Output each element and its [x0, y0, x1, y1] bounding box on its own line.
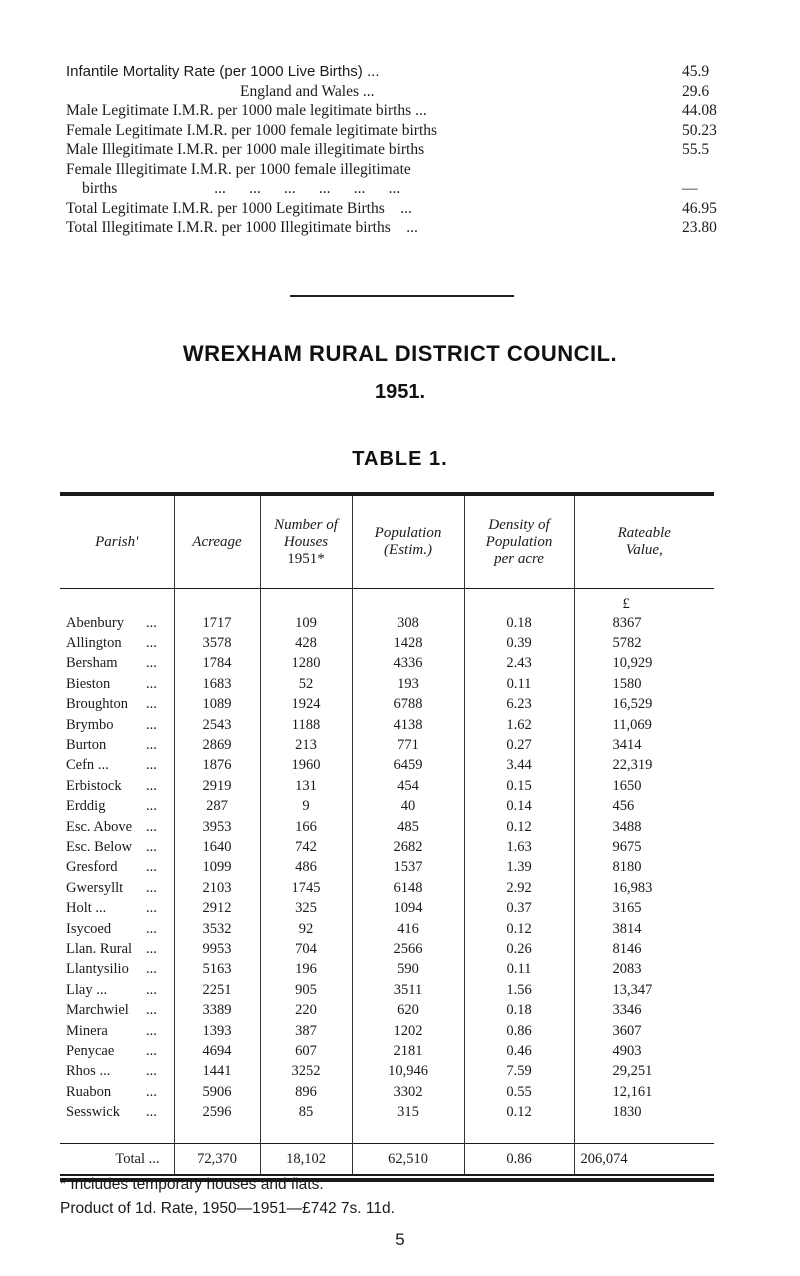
houses-cell: 166: [260, 817, 352, 837]
table-row: [60, 960, 714, 980]
density-cell: 2.43: [464, 654, 574, 674]
houses-cell: 742: [260, 837, 352, 857]
parish-cell: Erbistock ...: [66, 777, 157, 794]
houses-cell: 52: [260, 674, 352, 694]
stat-value: 29.6: [682, 82, 710, 100]
parish-cell: Bieston ...: [66, 675, 157, 692]
currency-row: [60, 593, 714, 613]
acreage-cell: 2912: [174, 898, 260, 918]
rateable-cell: 22,319: [574, 756, 714, 776]
houses-cell: 428: [260, 633, 352, 653]
parish-cell: Gwersyllt ...: [66, 879, 157, 896]
stat-value: 50.23: [682, 121, 717, 139]
table-row: [60, 980, 714, 1000]
rateable-cell: 5782: [574, 633, 714, 653]
acreage-cell: 2869: [174, 735, 260, 755]
rateable-cell: 456: [574, 797, 714, 817]
table-row: [60, 1000, 714, 1020]
acreage-cell: 1784: [174, 654, 260, 674]
total-row: [60, 1144, 714, 1175]
houses-cell: 704: [260, 939, 352, 959]
stat-row: [66, 140, 738, 160]
parish-cell: Llan. Rural ...: [66, 940, 157, 957]
density-cell: 3.44: [464, 756, 574, 776]
acreage-cell: 1089: [174, 695, 260, 715]
population-cell: 454: [352, 776, 464, 796]
header-parish: Parish': [95, 533, 139, 550]
acreage-cell: 4694: [174, 1041, 260, 1061]
population-cell: 4138: [352, 715, 464, 735]
rateable-cell: 3414: [574, 735, 714, 755]
table-row: [60, 797, 714, 817]
density-cell: 7.59: [464, 1062, 574, 1082]
infant-mortality-stats: [66, 62, 738, 238]
stat-row: [66, 121, 738, 141]
rateable-cell: 11,069: [574, 715, 714, 735]
stat-label: Female Illegitimate I.M.R. per 1000 female illegitimate: [66, 160, 411, 178]
total-rateable: 206,074: [574, 1144, 714, 1175]
density-cell: 2.92: [464, 878, 574, 898]
parish-cell: Holt ... ...: [66, 900, 157, 917]
stat-label: Female Legitimate I.M.R. per 1000 female legitimate births: [66, 121, 438, 139]
houses-cell: 131: [260, 776, 352, 796]
houses-cell: 896: [260, 1082, 352, 1102]
density-cell: 0.18: [464, 1000, 574, 1020]
houses-cell: 3252: [260, 1062, 352, 1082]
stat-label: England and Wales ...: [240, 82, 375, 100]
stat-value: 46.95: [682, 199, 717, 217]
houses-cell: 196: [260, 960, 352, 980]
density-cell: 1.56: [464, 980, 574, 1000]
stat-row: [66, 199, 738, 219]
rateable-cell: 1830: [574, 1102, 714, 1122]
houses-cell: 325: [260, 898, 352, 918]
population-cell: 3302: [352, 1082, 464, 1102]
population-cell: 6148: [352, 878, 464, 898]
houses-cell: 1745: [260, 878, 352, 898]
parish-cell: Marchwiel ...: [66, 1002, 157, 1019]
houses-cell: 1280: [260, 654, 352, 674]
acreage-cell: 2919: [174, 776, 260, 796]
acreage-cell: 1441: [174, 1062, 260, 1082]
acreage-cell: 3389: [174, 1000, 260, 1020]
parish-cell: Cefn ... ...: [66, 757, 157, 774]
rateable-cell: 1580: [574, 674, 714, 694]
parish-cell: Burton ...: [66, 737, 157, 754]
density-cell: 0.86: [464, 1021, 574, 1041]
acreage-cell: 2251: [174, 980, 260, 1000]
population-cell: 6788: [352, 695, 464, 715]
population-cell: 771: [352, 735, 464, 755]
total-houses: 18,102: [260, 1144, 352, 1175]
table-row: [60, 633, 714, 653]
parish-cell: Rhos ... ...: [66, 1063, 157, 1080]
houses-cell: 607: [260, 1041, 352, 1061]
houses-cell: 486: [260, 858, 352, 878]
council-heading: WREXHAM RURAL DISTRICT COUNCIL.: [182, 341, 618, 366]
rateable-cell: 29,251: [574, 1062, 714, 1082]
population-cell: 590: [352, 960, 464, 980]
density-cell: 0.18: [464, 613, 574, 633]
population-cell: 308: [352, 613, 464, 633]
acreage-cell: 9953: [174, 939, 260, 959]
total-density: 0.86: [464, 1144, 574, 1175]
parish-cell: Abenbury ...: [66, 614, 157, 631]
parish-table: [60, 492, 714, 1182]
stat-value: 23.80: [682, 219, 717, 236]
density-cell: 0.11: [464, 674, 574, 694]
parish-cell: Minera ...: [66, 1022, 157, 1039]
density-cell: 0.12: [464, 1102, 574, 1122]
density-cell: 0.12: [464, 817, 574, 837]
acreage-cell: 1683: [174, 674, 260, 694]
table-header-row: [60, 496, 714, 589]
stat-label: Total Illegitimate I.M.R. per 1000 Illegitimate births ...: [66, 219, 418, 236]
population-cell: 2682: [352, 837, 464, 857]
table-row: [60, 613, 714, 633]
table-row: [60, 939, 714, 959]
acreage-cell: 3953: [174, 817, 260, 837]
density-cell: 0.37: [464, 898, 574, 918]
rateable-cell: 3488: [574, 817, 714, 837]
parish-cell: Penycae ...: [66, 1042, 157, 1059]
parish-cell: Llantysilio ...: [66, 961, 157, 978]
parish-cell: Bersham ...: [66, 655, 157, 672]
stat-value: 55.5: [682, 141, 710, 158]
total-label: Total ...: [60, 1144, 174, 1175]
section-divider: [290, 295, 514, 297]
houses-cell: 213: [260, 735, 352, 755]
table-body: [60, 589, 714, 1175]
rateable-cell: 3814: [574, 919, 714, 939]
table-row: [60, 1082, 714, 1102]
density-cell: 0.15: [464, 776, 574, 796]
parish-cell: Broughton ...: [66, 696, 157, 713]
footnote-rate-product: Product of 1d. Rate, 1950—1951—£742 7s. 11d.: [60, 1200, 395, 1217]
stat-row: [66, 101, 738, 121]
parish-cell: Ruabon ...: [66, 1083, 157, 1100]
population-cell: 193: [352, 674, 464, 694]
acreage-cell: 1640: [174, 837, 260, 857]
rateable-cell: 2083: [574, 960, 714, 980]
density-cell: 0.12: [464, 919, 574, 939]
stat-label: Male Illegitimate I.M.R. per 1000 male illegitimate births: [66, 141, 425, 158]
population-cell: 3511: [352, 980, 464, 1000]
stat-row: [66, 82, 738, 102]
acreage-cell: 1876: [174, 756, 260, 776]
table-row: [60, 735, 714, 755]
stat-label: Total Legitimate I.M.R. per 1000 Legitimate Births ...: [66, 199, 412, 217]
rateable-cell: 8367: [574, 613, 714, 633]
table-row: [60, 817, 714, 837]
table-row: [60, 858, 714, 878]
acreage-cell: 5163: [174, 960, 260, 980]
population-cell: 2566: [352, 939, 464, 959]
density-cell: 1.63: [464, 837, 574, 857]
year-heading: 1951.: [374, 381, 426, 403]
rateable-cell: 10,929: [574, 654, 714, 674]
total-population: 62,510: [352, 1144, 464, 1175]
table-row: [60, 1102, 714, 1122]
stat-row: [66, 160, 738, 180]
density-cell: 0.26: [464, 939, 574, 959]
houses-cell: 387: [260, 1021, 352, 1041]
density-cell: 0.55: [464, 1082, 574, 1102]
parish-cell: Llay ... ...: [66, 981, 157, 998]
parish-cell: Esc. Above ...: [66, 818, 157, 835]
table-row: [60, 776, 714, 796]
acreage-cell: 287: [174, 797, 260, 817]
currency-symbol: £: [574, 593, 714, 613]
table-row: [60, 919, 714, 939]
houses-cell: 1924: [260, 695, 352, 715]
population-cell: 4336: [352, 654, 464, 674]
table-row: [60, 715, 714, 735]
density-cell: 0.27: [464, 735, 574, 755]
header-houses: Number of Houses 1951*: [260, 496, 352, 589]
table-row: [60, 756, 714, 776]
houses-cell: 85: [260, 1102, 352, 1122]
stat-label: Male Legitimate I.M.R. per 1000 male legitimate births ...: [66, 102, 427, 119]
parish-cell: Isycoed ...: [66, 920, 157, 937]
table-row: [60, 654, 714, 674]
stat-value: 44.08: [682, 102, 717, 119]
population-cell: 2181: [352, 1041, 464, 1061]
density-cell: 1.62: [464, 715, 574, 735]
table-row: [60, 1062, 714, 1082]
acreage-cell: 1099: [174, 858, 260, 878]
houses-cell: 1960: [260, 756, 352, 776]
population-cell: 1428: [352, 633, 464, 653]
population-cell: 416: [352, 919, 464, 939]
table-row: [60, 695, 714, 715]
stat-label-continuation: births ... ... ... ... ... ...: [82, 180, 401, 197]
parish-cell: Erddig ...: [66, 798, 157, 815]
table-row: [60, 674, 714, 694]
parish-cell: Brymbo ...: [66, 716, 157, 733]
population-cell: 315: [352, 1102, 464, 1122]
table-row: [60, 1041, 714, 1061]
footnotes: [60, 1173, 395, 1221]
acreage-cell: 3578: [174, 633, 260, 653]
acreage-cell: 1717: [174, 613, 260, 633]
rateable-cell: 1650: [574, 776, 714, 796]
density-cell: 0.39: [464, 633, 574, 653]
stat-title: Infantile Mortality Rate (per 1000 Live Births) ...: [66, 63, 380, 80]
rateable-cell: 16,529: [574, 695, 714, 715]
parish-cell: Allington ...: [66, 635, 157, 652]
density-cell: 0.14: [464, 797, 574, 817]
acreage-cell: 2103: [174, 878, 260, 898]
houses-cell: 92: [260, 919, 352, 939]
rateable-cell: 3607: [574, 1021, 714, 1041]
page-number: 5: [395, 1230, 405, 1249]
header-rateable-value: Rateable Value,: [574, 496, 714, 589]
rateable-cell: 9675: [574, 837, 714, 857]
population-cell: 1202: [352, 1021, 464, 1041]
parish-cell: Sesswick ...: [66, 1104, 157, 1121]
table-row: [60, 837, 714, 857]
population-cell: 620: [352, 1000, 464, 1020]
table-title: TABLE 1.: [352, 448, 448, 470]
header-acreage: Acreage: [174, 496, 260, 589]
acreage-cell: 1393: [174, 1021, 260, 1041]
stat-row: [66, 62, 738, 82]
rateable-cell: 16,983: [574, 878, 714, 898]
acreage-cell: 5906: [174, 1082, 260, 1102]
density-cell: 1.39: [464, 858, 574, 878]
density-cell: 6.23: [464, 695, 574, 715]
rateable-cell: 3346: [574, 1000, 714, 1020]
density-cell: 0.11: [464, 960, 574, 980]
population-cell: 485: [352, 817, 464, 837]
acreage-cell: 2543: [174, 715, 260, 735]
population-cell: 6459: [352, 756, 464, 776]
stat-value: —: [682, 180, 698, 197]
houses-cell: 220: [260, 1000, 352, 1020]
footnote-houses: * Includes temporary houses and flats.: [60, 1176, 324, 1193]
rateable-cell: 3165: [574, 898, 714, 918]
table-row: [60, 898, 714, 918]
population-cell: 10,946: [352, 1062, 464, 1082]
rateable-cell: 8180: [574, 858, 714, 878]
acreage-cell: 3532: [174, 919, 260, 939]
table-row: [60, 878, 714, 898]
total-acreage: 72,370: [174, 1144, 260, 1175]
density-cell: 0.46: [464, 1041, 574, 1061]
header-population: Population (Estim.): [352, 496, 464, 589]
acreage-cell: 2596: [174, 1102, 260, 1122]
population-cell: 40: [352, 797, 464, 817]
parish-cell: Gresford ...: [66, 859, 157, 876]
population-cell: 1537: [352, 858, 464, 878]
houses-cell: 1188: [260, 715, 352, 735]
houses-cell: 905: [260, 980, 352, 1000]
population-cell: 1094: [352, 898, 464, 918]
rateable-cell: 13,347: [574, 980, 714, 1000]
rateable-cell: 8146: [574, 939, 714, 959]
rateable-cell: 4903: [574, 1041, 714, 1061]
table-row: [60, 1021, 714, 1041]
stat-row: [66, 218, 738, 238]
parish-cell: Esc. Below ...: [66, 838, 157, 855]
header-density: Density of Population per acre: [464, 496, 574, 589]
houses-cell: 109: [260, 613, 352, 633]
stat-value: 45.9: [682, 63, 710, 80]
stat-row: [66, 179, 738, 199]
houses-cell: 9: [260, 797, 352, 817]
rateable-cell: 12,161: [574, 1082, 714, 1102]
